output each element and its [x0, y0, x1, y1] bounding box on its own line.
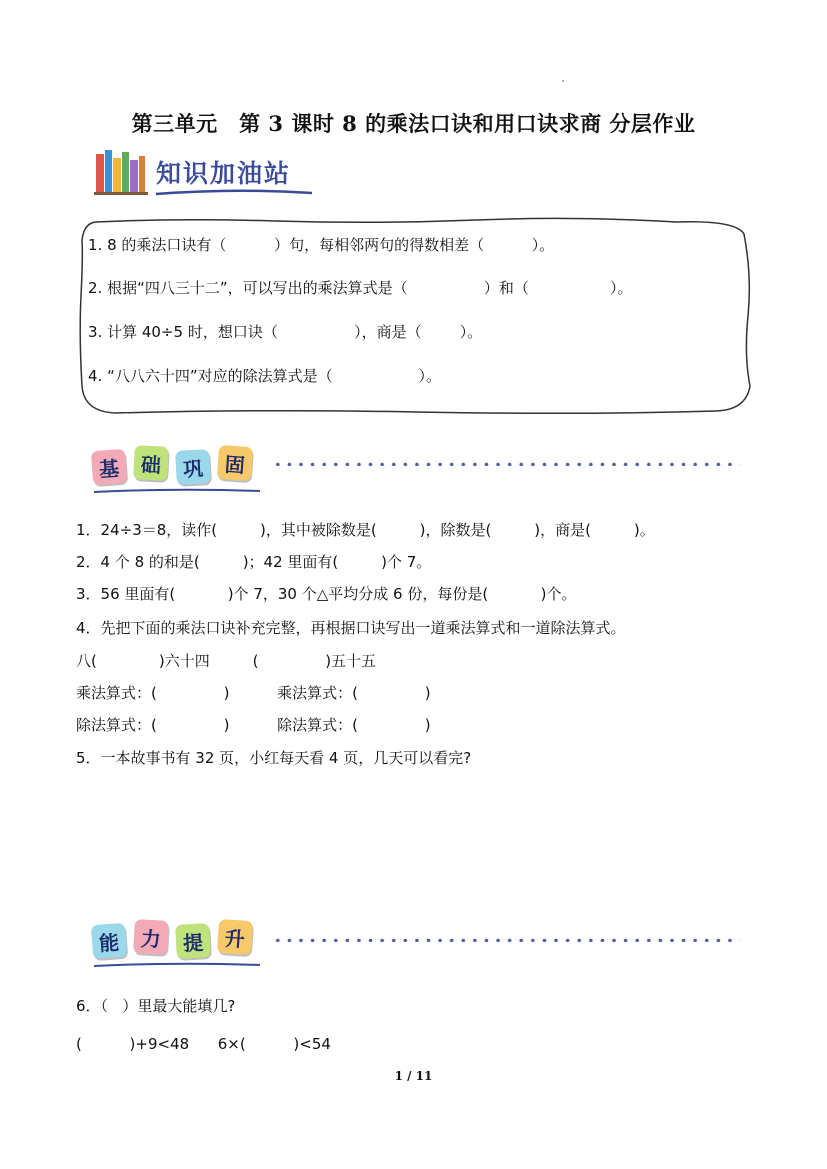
knowledge-item: 3. 计算 40÷5 时，想口诀（ ），商是（ ）。	[88, 323, 483, 341]
question-2: 2．4 个 8 的和是( )；42 里面有( )个 7。	[76, 553, 432, 571]
banner-underline	[154, 188, 314, 198]
banner-tile: 升	[217, 919, 253, 955]
banner-tile: 固	[217, 445, 253, 481]
knowledge-item: 2. 根据“四八三十二”，可以写出的乘法算式是（ ）和（ ）。	[88, 279, 633, 297]
banner-tile: 力	[133, 919, 169, 955]
knowledge-banner-title: 知识加油站	[156, 159, 292, 188]
question-3: 3．56 里面有( )个 7，30 个△平均分成 6 份，每份是( )个。	[76, 585, 577, 603]
banner-tile: 提	[175, 923, 211, 959]
question-1: 1．24÷3＝8，读作( )，其中被除数是( )，除数是( )，商是( )。	[76, 521, 655, 539]
knowledge-banner	[94, 150, 314, 198]
knowledge-item: 4. “八八六十四”对应的除法算式是（ ）。	[88, 367, 441, 385]
knowledge-item: 1. 8 的乘法口诀有（ ）句，每相邻两句的得数相差（ ）。	[88, 236, 555, 254]
question-4: 4．先把下面的乘法口诀补充完整，再根据口诀写出一道乘法算式和一道除法算式。	[76, 619, 626, 637]
question-4-formula: 八( )六十四 ( )五十五	[76, 652, 377, 670]
basic-banner	[92, 444, 272, 494]
page-title: 第三单元 第 3 课时 8 的乘法口诀和用口诀求商 分层作业	[131, 111, 696, 136]
books-icon	[94, 150, 148, 196]
banner-tile: 基	[91, 449, 127, 485]
banner-underline	[92, 488, 262, 496]
question-6-inequalities: ( )+9<48 6×( )<54	[76, 1035, 331, 1053]
question-6: 6．（ ）里最大能填几?	[76, 997, 236, 1015]
dotted-separator	[272, 462, 740, 466]
banner-underline	[92, 962, 262, 970]
banner-tile: 巩	[175, 449, 211, 485]
ability-banner	[92, 918, 272, 968]
banner-tile: 础	[133, 445, 169, 481]
scan-dot	[562, 80, 564, 82]
question-4-division: 除法算式：( ) 除法算式：( )	[76, 716, 431, 734]
question-4-multiplication: 乘法算式：( ) 乘法算式：( )	[76, 684, 431, 702]
page-number: 1 / 11	[394, 1069, 433, 1083]
question-5: 5．一本故事书有 32 页，小红每天看 4 页，几天可以看完?	[76, 749, 472, 767]
dotted-separator	[272, 938, 740, 942]
banner-tile: 能	[91, 923, 127, 959]
